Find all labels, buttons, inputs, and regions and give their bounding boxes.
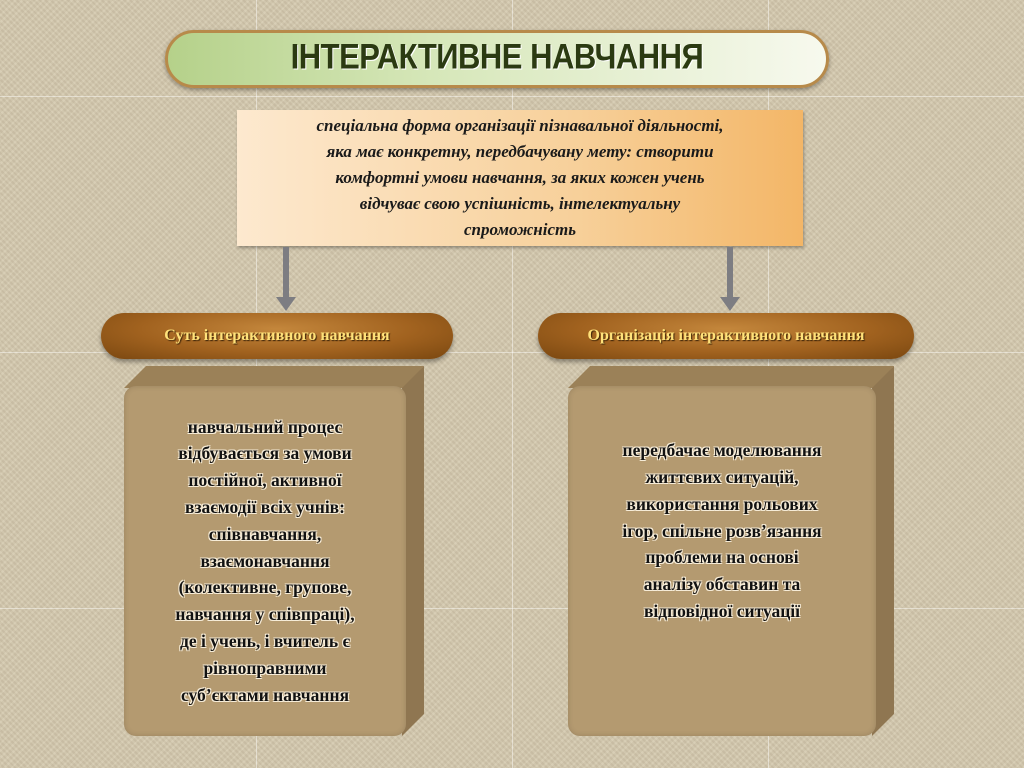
definition-text: спеціальна форма організації пізнавальної діяльності, яка має конкретну, передбачувану мету: створити комфортні умови навчання, за яких кожен учень відчуває свою успішність, інтелектуальну спроможність [316,116,724,239]
right-branch-body-panel [568,386,876,736]
right-branch-block [568,366,894,736]
right-branch-body: передбачає моделювання життєвих ситуацій, використання рольових ігор, спільне розв’язання проблеми на основі аналізу обставин та відповідної ситуації [622,440,822,621]
left-down-arrow [276,247,296,311]
left-branch-body: навчальний процес відбувається за умови постійної, активної взаємодії всіх учнів: співнавчання, взаємонавчання (колективне, групове, навчання у співпраці), де і учень, і вчитель є рівноправними суб’єктами навчання [175,416,355,705]
left-branch-block [124,366,424,736]
left-branch-body-panel [124,386,406,736]
left-branch-heading [101,313,453,359]
page-title: ІНТЕРАКТИВНЕ НАВЧАННЯ [290,36,704,77]
right-branch-heading-text: Організація інтерактивного навчання [587,327,865,344]
left-branch-heading-text: Суть інтерактивного навчання [164,327,390,344]
definition-box [237,110,803,246]
title-banner [165,30,829,88]
right-down-arrow [720,247,740,311]
right-branch-heading [538,313,914,359]
